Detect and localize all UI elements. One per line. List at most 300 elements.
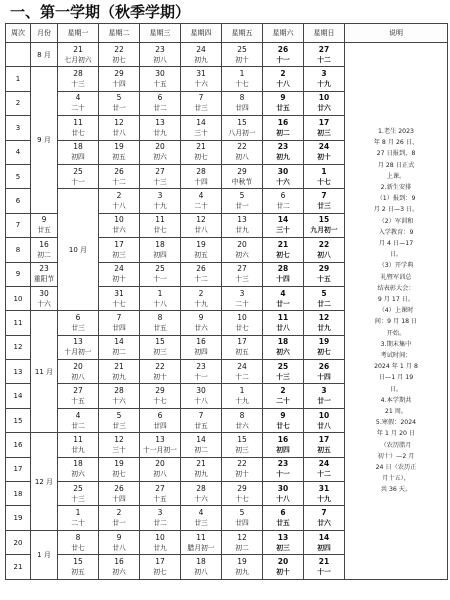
day-date: 14 [277, 215, 289, 225]
day-lunar: 廿二 [153, 104, 167, 113]
header-monday: 星期一 [58, 24, 99, 43]
day-lunar: 初十 [317, 153, 331, 162]
day-date: 18 [73, 459, 83, 469]
day-cell [222, 67, 263, 91]
month-cell: 8 月 [31, 43, 58, 67]
day-cell [181, 189, 222, 213]
day-lunar: 十一 [317, 567, 331, 576]
day-date: 23 [196, 361, 206, 371]
day-lunar: 廿二 [276, 202, 290, 211]
day-date: 20 [155, 459, 165, 469]
day-date: 30 [39, 288, 49, 298]
day-cell [304, 91, 345, 115]
day-lunar: 廿九 [317, 323, 331, 332]
day-cell [140, 530, 181, 554]
day-cell [140, 238, 181, 262]
day-date: 30 [277, 166, 289, 176]
day-date: 12 [114, 434, 124, 444]
day-date: 23 [155, 44, 165, 54]
day-cell [181, 140, 222, 164]
day-cell [140, 43, 181, 67]
day-lunar: 廿二 [153, 519, 167, 528]
day-lunar: 廿三 [112, 421, 126, 430]
note-line: 3.期末集中 [380, 340, 412, 348]
note-line: 2024 年 1 月 8 [374, 363, 418, 371]
day-lunar: 初二 [235, 543, 249, 552]
day-date: 31 [318, 483, 330, 493]
note-line: 年 1 月 20 日 [376, 430, 416, 438]
day-cell [58, 433, 99, 457]
day-cell [58, 384, 99, 408]
day-cell [181, 457, 222, 481]
day-lunar: 初二 [194, 445, 208, 454]
day-lunar: 初三 [112, 250, 126, 259]
day-cell [58, 67, 99, 91]
day-date: 13 [155, 434, 165, 444]
day-date: 21 [73, 44, 83, 54]
day-cell [140, 433, 181, 457]
day-lunar: 初六 [235, 250, 249, 259]
day-date: 23 [277, 459, 289, 469]
day-date: 11 [277, 312, 289, 322]
day-date: 23 [39, 264, 49, 274]
day-date: 11 [196, 532, 206, 542]
day-lunar: 廿八 [194, 226, 208, 235]
day-lunar: 二十 [71, 104, 85, 113]
day-lunar: 廿一 [112, 519, 126, 528]
day-lunar: 廿五 [153, 323, 167, 332]
day-lunar: 十四 [112, 494, 126, 503]
header-row [6, 24, 448, 43]
note-line: （农历腊月 [380, 441, 412, 449]
day-lunar: 初三 [276, 543, 290, 552]
day-lunar: 十六 [112, 397, 126, 406]
day-cell [222, 43, 263, 67]
day-lunar: 十八 [276, 80, 290, 89]
day-lunar: 廿九 [235, 226, 249, 235]
day-lunar: 初四 [317, 543, 331, 552]
day-cell [140, 408, 181, 432]
day-lunar: 初九 [194, 470, 208, 479]
day-cell [140, 335, 181, 359]
day-lunar: 初二 [112, 348, 126, 357]
day-date: 13 [277, 532, 289, 542]
day-date: 5 [321, 288, 327, 298]
day-lunar: 十二 [235, 372, 249, 381]
day-cell [263, 506, 304, 530]
day-lunar: 廿三 [194, 519, 208, 528]
day-cell [99, 91, 140, 115]
day-cell [304, 335, 345, 359]
day-lunar: 十五 [317, 275, 331, 284]
day-lunar: 十一 [276, 55, 290, 64]
day-lunar: 廿八 [276, 323, 290, 332]
day-lunar: 初二 [37, 250, 51, 259]
day-date: 9 [116, 532, 122, 542]
day-date: 6 [280, 191, 286, 201]
day-date: 16 [39, 239, 49, 249]
day-lunar: 廿七 [276, 421, 290, 430]
day-date: 17 [237, 337, 247, 347]
day-cell [181, 482, 222, 506]
day-date: 16 [277, 117, 289, 127]
day-cell [304, 116, 345, 140]
day-date: 25 [155, 264, 165, 274]
day-cell [181, 116, 222, 140]
day-date: 6 [75, 312, 81, 322]
day-cell [99, 457, 140, 481]
day-date: 28 [277, 264, 289, 274]
day-lunar: 廿四 [112, 323, 126, 332]
day-lunar: 十四 [112, 80, 126, 89]
day-cell [58, 360, 99, 384]
day-lunar: 初二 [276, 128, 290, 137]
day-date: 7 [116, 312, 122, 322]
day-date: 6 [280, 508, 286, 518]
day-date: 2 [116, 191, 122, 201]
day-date: 9 [41, 215, 47, 225]
day-cell [304, 238, 345, 262]
day-cell [304, 140, 345, 164]
week-number: 2 [6, 91, 31, 115]
day-date: 21 [196, 459, 206, 469]
day-cell [181, 91, 222, 115]
day-date: 18 [73, 142, 83, 152]
day-cell [263, 433, 304, 457]
day-cell [222, 457, 263, 481]
note-line: 4.本学期共 [380, 396, 412, 404]
day-cell [181, 164, 222, 188]
week-number: 19 [6, 506, 31, 530]
week-number: 8 [6, 238, 31, 262]
day-lunar: 十三 [235, 275, 249, 284]
day-date: 4 [280, 288, 286, 298]
day-cell [58, 555, 99, 579]
note-line: 5.寒假：2024 [375, 419, 417, 427]
day-lunar: 初十 [153, 372, 167, 381]
day-lunar: 廿三 [317, 202, 331, 211]
day-date: 20 [155, 142, 165, 152]
day-date: 17 [155, 556, 165, 566]
day-cell [99, 140, 140, 164]
header-sunday: 星期日 [304, 24, 345, 43]
day-date: 2 [280, 386, 286, 396]
day-lunar: 廿一 [235, 202, 249, 211]
day-lunar: 腊月初一 [187, 543, 215, 552]
day-cell [140, 213, 181, 237]
week-number: 12 [6, 335, 31, 359]
day-lunar: 二十 [235, 299, 249, 308]
day-lunar: 廿五 [37, 226, 51, 235]
day-date: 15 [237, 434, 247, 444]
header-saturday: 星期六 [263, 24, 304, 43]
header-month: 月份 [31, 24, 58, 43]
day-date: 4 [198, 508, 204, 518]
day-cell [304, 262, 345, 286]
day-cell [140, 116, 181, 140]
day-cell [181, 433, 222, 457]
day-cell [140, 482, 181, 506]
note-line: （2）军训和 [378, 217, 414, 225]
day-lunar: 十四 [317, 372, 331, 381]
day-lunar: 十六 [194, 494, 208, 503]
day-date: 20 [73, 361, 83, 371]
day-date: 30 [196, 386, 206, 396]
note-line: 日。 [389, 251, 403, 259]
day-lunar: 十五 [153, 80, 167, 89]
day-lunar: 廿五 [194, 421, 208, 430]
day-cell [58, 482, 99, 506]
day-date: 3 [157, 508, 163, 518]
day-date: 12 [237, 532, 247, 542]
day-date: 25 [73, 166, 83, 176]
day-lunar: 廿七 [235, 323, 249, 332]
day-cell [31, 262, 58, 286]
day-date: 4 [75, 93, 81, 103]
day-lunar: 廿一 [317, 397, 331, 406]
day-cell [263, 43, 304, 67]
day-cell [304, 457, 345, 481]
day-lunar: 廿四 [235, 104, 249, 113]
day-cell [58, 530, 99, 554]
day-lunar: 二十 [194, 202, 208, 211]
day-date: 22 [114, 44, 124, 54]
day-lunar: 廿二 [317, 299, 331, 308]
day-cell [140, 91, 181, 115]
day-date: 5 [239, 191, 245, 201]
day-lunar: 廿八 [317, 421, 331, 430]
day-cell [222, 140, 263, 164]
day-cell [58, 140, 99, 164]
day-cell [140, 457, 181, 481]
day-lunar: 初七 [112, 55, 126, 64]
day-cell [222, 262, 263, 286]
note-line: 考试时间： [380, 352, 412, 359]
day-date: 1 [321, 166, 327, 176]
day-date: 19 [237, 556, 247, 566]
day-date: 31 [114, 288, 124, 298]
day-lunar: 十九 [317, 80, 331, 89]
day-cell [263, 91, 304, 115]
day-cell [140, 262, 181, 286]
day-cell [99, 164, 140, 188]
day-date: 22 [318, 239, 330, 249]
day-lunar: 初十 [235, 470, 249, 479]
day-date: 11 [73, 117, 83, 127]
day-date: 16 [196, 337, 206, 347]
day-cell [99, 238, 140, 262]
note-line: 年 8 月 26 日、 [373, 139, 419, 147]
header-notes: 说明 [345, 24, 448, 43]
day-cell [304, 67, 345, 91]
note-line: 共 36 天。 [380, 486, 412, 494]
day-lunar: 初八 [317, 250, 331, 259]
day-date: 22 [155, 361, 165, 371]
day-cell [304, 482, 345, 506]
day-lunar: 廿四 [235, 519, 249, 528]
day-cell [222, 164, 263, 188]
day-cell [222, 555, 263, 579]
day-cell [304, 43, 345, 67]
day-cell [304, 360, 345, 384]
day-lunar: 初九 [276, 153, 290, 162]
day-cell [140, 506, 181, 530]
day-cell [304, 506, 345, 530]
day-cell [181, 506, 222, 530]
day-cell [222, 335, 263, 359]
day-date: 2 [198, 288, 204, 298]
week-number: 4 [6, 140, 31, 164]
day-lunar: 十二 [112, 177, 126, 186]
day-lunar: 初五 [71, 567, 85, 576]
calendar-body [6, 43, 448, 580]
day-cell [181, 311, 222, 335]
day-cell [58, 91, 99, 115]
day-date: 9 [198, 312, 204, 322]
day-date: 21 [277, 239, 289, 249]
week-number: 1 [6, 67, 31, 91]
day-date: 6 [157, 93, 163, 103]
day-cell [140, 286, 181, 310]
day-lunar: 十四 [194, 177, 208, 186]
day-date: 25 [73, 483, 83, 493]
day-cell [99, 43, 140, 67]
day-cell [58, 164, 99, 188]
day-lunar: 十一 [276, 470, 290, 479]
day-lunar: 十九 [194, 299, 208, 308]
note-line: （3）开学典 [378, 262, 414, 270]
day-cell [58, 506, 99, 530]
day-lunar: 廿五 [276, 519, 290, 528]
day-cell [99, 530, 140, 554]
month-cell: 1 月 [31, 530, 58, 579]
day-lunar: 初九 [194, 55, 208, 64]
day-cell [140, 384, 181, 408]
day-cell [263, 335, 304, 359]
day-cell [222, 360, 263, 384]
day-date: 3 [321, 386, 327, 396]
day-cell [263, 530, 304, 554]
week-number: 14 [6, 384, 31, 408]
day-date: 24 [114, 264, 124, 274]
day-cell [181, 286, 222, 310]
note-line: 月十五）， [382, 475, 410, 483]
week-number: 20 [6, 530, 31, 554]
day-date: 21 [114, 361, 124, 371]
day-date: 10 [155, 532, 165, 542]
day-date: 4 [198, 191, 204, 201]
day-cell [263, 116, 304, 140]
day-cell [140, 140, 181, 164]
note-line: （4）上课时 [378, 307, 414, 315]
day-lunar: 初四 [194, 348, 208, 357]
day-lunar: 初八 [235, 153, 249, 162]
day-lunar: 初四 [71, 153, 85, 162]
day-lunar: 十八 [112, 202, 126, 211]
day-lunar: 十一 [153, 275, 167, 284]
day-lunar: 三十 [276, 226, 290, 235]
day-cell [222, 530, 263, 554]
day-lunar: 八月初一 [228, 128, 256, 137]
day-lunar: 初六 [276, 348, 290, 357]
day-date: 28 [196, 166, 206, 176]
day-date: 27 [155, 483, 165, 493]
day-cell [181, 43, 222, 67]
day-cell [222, 238, 263, 262]
day-lunar: 初八 [71, 372, 85, 381]
day-cell [263, 238, 304, 262]
week-number: 17 [6, 457, 31, 481]
week-number: 21 [6, 555, 31, 579]
day-cell [140, 164, 181, 188]
note-line: 月 4 日—17 [378, 239, 414, 247]
day-cell [181, 555, 222, 579]
day-lunar: 初三 [235, 445, 249, 454]
day-date: 24 [318, 142, 330, 152]
day-cell [99, 384, 140, 408]
day-lunar: 十六 [194, 80, 208, 89]
day-date: 19 [114, 142, 124, 152]
day-lunar: 十七 [317, 177, 331, 186]
day-date: 8 [239, 93, 245, 103]
day-cell [263, 457, 304, 481]
week-number: 6 [6, 189, 31, 213]
note-line: 27 日报到，8 [376, 150, 416, 158]
note-line: （1）报到：9 [376, 195, 416, 203]
day-cell [140, 311, 181, 335]
day-cell [263, 555, 304, 579]
day-lunar: 初七 [112, 470, 126, 479]
day-lunar: 廿六 [317, 519, 331, 528]
day-date: 26 [277, 44, 289, 54]
day-cell [99, 482, 140, 506]
day-lunar: 中秋节 [231, 177, 253, 186]
day-lunar: 重阳节 [33, 275, 55, 284]
day-lunar: 九月初一 [310, 226, 338, 235]
day-lunar: 廿九 [71, 445, 85, 454]
day-lunar: 十二 [317, 470, 331, 479]
day-lunar: 初八 [194, 567, 208, 576]
day-lunar: 初七 [194, 153, 208, 162]
day-lunar: 廿六 [317, 104, 331, 113]
day-lunar: 初七 [317, 348, 331, 357]
day-cell [304, 433, 345, 457]
header-thursday: 星期四 [181, 24, 222, 43]
day-cell [181, 67, 222, 91]
day-cell [304, 384, 345, 408]
day-cell [263, 189, 304, 213]
day-date: 19 [318, 337, 330, 347]
calendar-row [6, 43, 448, 67]
day-date: 28 [196, 483, 206, 493]
day-cell [222, 116, 263, 140]
note-line: 9 月 17 日。 [377, 295, 415, 303]
day-date: 17 [318, 117, 330, 127]
day-date: 2 [280, 69, 286, 79]
day-lunar: 十三 [71, 494, 85, 503]
day-cell [304, 286, 345, 310]
day-date: 26 [114, 166, 124, 176]
day-lunar: 廿八 [112, 543, 126, 552]
day-date: 30 [277, 483, 289, 493]
day-lunar: 初七 [276, 250, 290, 259]
day-date: 27 [318, 44, 330, 54]
day-cell [31, 213, 58, 237]
day-date: 1 [239, 386, 245, 396]
day-date: 29 [155, 386, 165, 396]
day-date: 14 [318, 532, 330, 542]
note-line: 入学教育：9 [378, 228, 414, 236]
